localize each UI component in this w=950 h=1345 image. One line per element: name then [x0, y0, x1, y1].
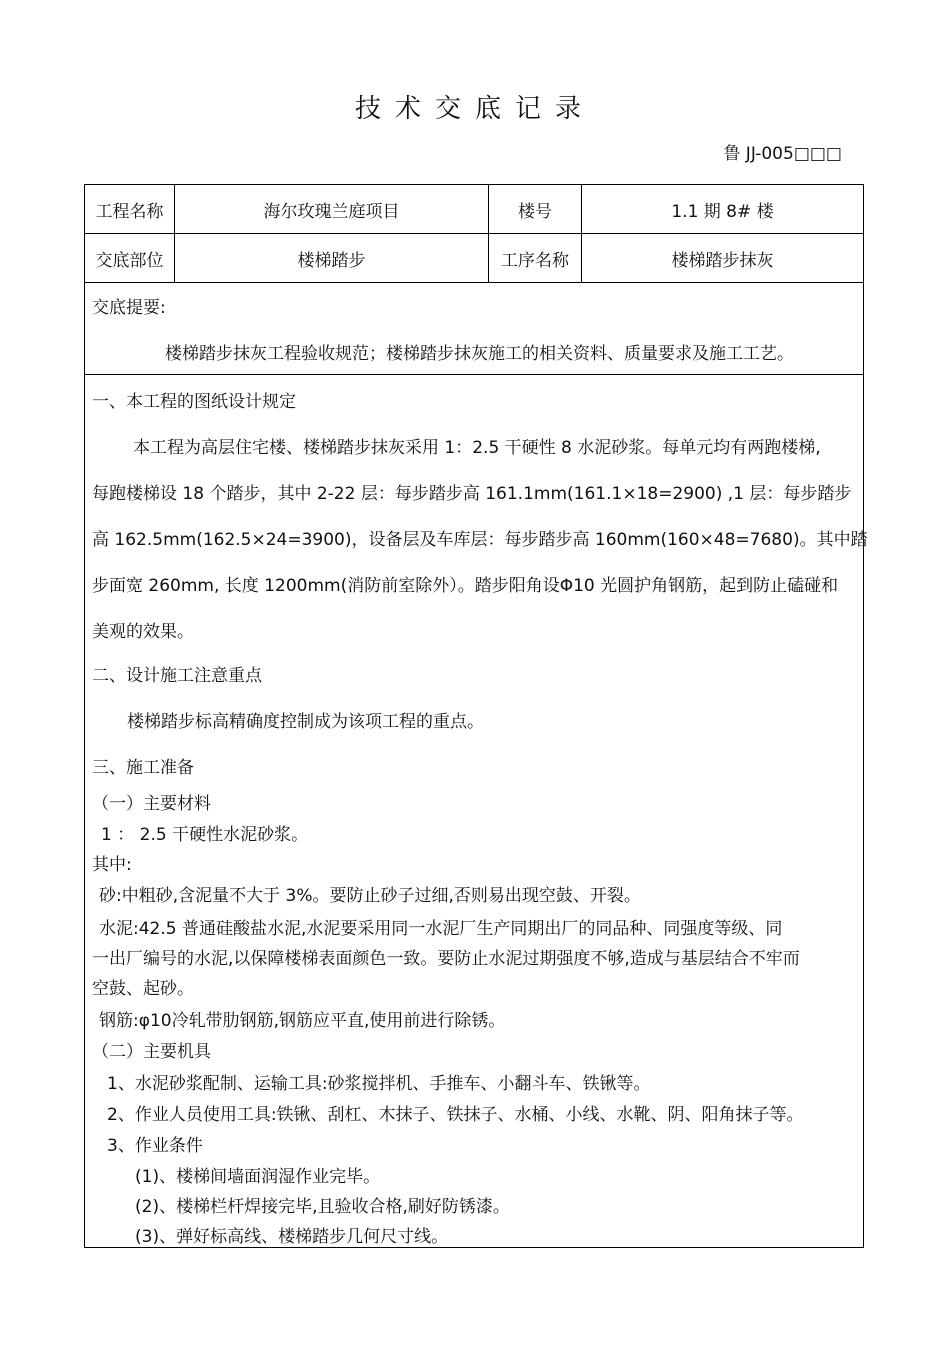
process-name-value: 楼梯踏步抹灰: [671, 250, 774, 271]
section-1-line: 每跑楼梯设 18 个踏步，其中 2-22 层：每步踏步高 161.1mm(161.1×18=2900) ,1 层：每步踏步: [92, 484, 852, 504]
disclosure-part-label: 交底部位: [85, 234, 175, 282]
materials-subheading: （一）主要材料: [92, 794, 211, 814]
tools-item: 1、水泥砂浆配制、运输工具:砂浆搅拌机、手推车、小翻斗车、铁锹等。: [107, 1074, 651, 1094]
project-name-label: 工程名称: [85, 185, 175, 233]
disclosure-form: [84, 184, 868, 1248]
section-2-text: 楼梯踏步标高精确度控制成为该项工程的重点。: [127, 712, 484, 732]
section-3-heading: 三、施工准备: [92, 758, 194, 778]
section-2-heading: 二、设计施工注意重点: [92, 666, 262, 686]
section-1-line: 步面宽 260mm, 长度 1200mm(消防前室除外）。踏步阳角设Φ10 光圆护角钢筋，起到防止磕碰和: [92, 576, 839, 596]
summary-row: [85, 283, 863, 375]
tools-item: 3、作业条件: [107, 1136, 203, 1156]
section-1-heading: 一、本工程的图纸设计规定: [92, 392, 296, 412]
tools-item: 2、作业人员使用工具:铁锹、刮杠、木抹子、铁抹子、水桶、小线、水靴、阴、阳角抹子等。: [107, 1105, 804, 1125]
section-1-line: 本工程为高层住宅楼、楼梯踏步抹灰采用 1：2.5 干硬性 8 水泥砂浆。每单元均有两跑楼梯,: [133, 438, 821, 458]
condition-item: (1)、楼梯间墙面润湿作业完毕。: [135, 1167, 381, 1187]
mortar-mix: 1 ： 2.5 干硬性水泥砂浆。: [101, 825, 309, 845]
cement-spec-line: 水泥:42.5 普通硅酸盐水泥,水泥要采用同一水泥厂生产同期出厂的同品种、同强度等级、同: [99, 919, 783, 939]
cement-spec-line: 空鼓、起砂。: [92, 979, 194, 999]
process-name-label: 工序名称: [489, 234, 582, 282]
condition-item: (2)、楼梯栏杆焊接完毕,且验收合格,刷好防锈漆。: [135, 1197, 510, 1217]
summary-text: 楼梯踏步抹灰工程验收规范；楼梯踏步抹灰施工的相关资料、质量要求及施工工艺。: [165, 344, 794, 364]
sand-spec: 砂:中粗砂,含泥量不大于 3%。要防止砂子过细,否则易出现空鼓、开裂。: [99, 886, 641, 906]
cement-spec-line: 一出厂编号的水泥,以保障楼梯表面颜色一致。要防止水泥过期强度不够,造成与基层结合不牢而: [92, 949, 800, 969]
document-number: 鲁 JJ-005□□□: [723, 144, 842, 164]
header-row-part: [85, 234, 863, 283]
among-label: 其中:: [92, 855, 132, 875]
section-1-line: 美观的效果。: [92, 622, 194, 642]
section-1-line: 高 162.5mm(162.5×24=3900)，设备层及车库层：每步踏步高 160mm(160×48=7680)。其中踏: [92, 530, 868, 550]
header-row-project: [85, 185, 863, 234]
building-value: 1.1 期 8# 楼: [671, 201, 774, 222]
document-title: 技术交底记录: [354, 94, 595, 124]
steel-spec: 钢筋:φ10冷轧带肋钢筋,钢筋应平直,使用前进行除锈。: [99, 1011, 506, 1031]
tools-subheading: （二）主要机具: [92, 1042, 211, 1062]
disclosure-part-value: 楼梯踏步: [175, 234, 489, 282]
condition-item: (3)、弹好标高线、楼梯踏步几何尺寸线。: [135, 1227, 449, 1247]
project-name-value: 海尔玫瑰兰庭项目: [175, 185, 489, 233]
building-label: 楼号: [489, 185, 582, 233]
summary-label: 交底提要:: [92, 298, 166, 318]
